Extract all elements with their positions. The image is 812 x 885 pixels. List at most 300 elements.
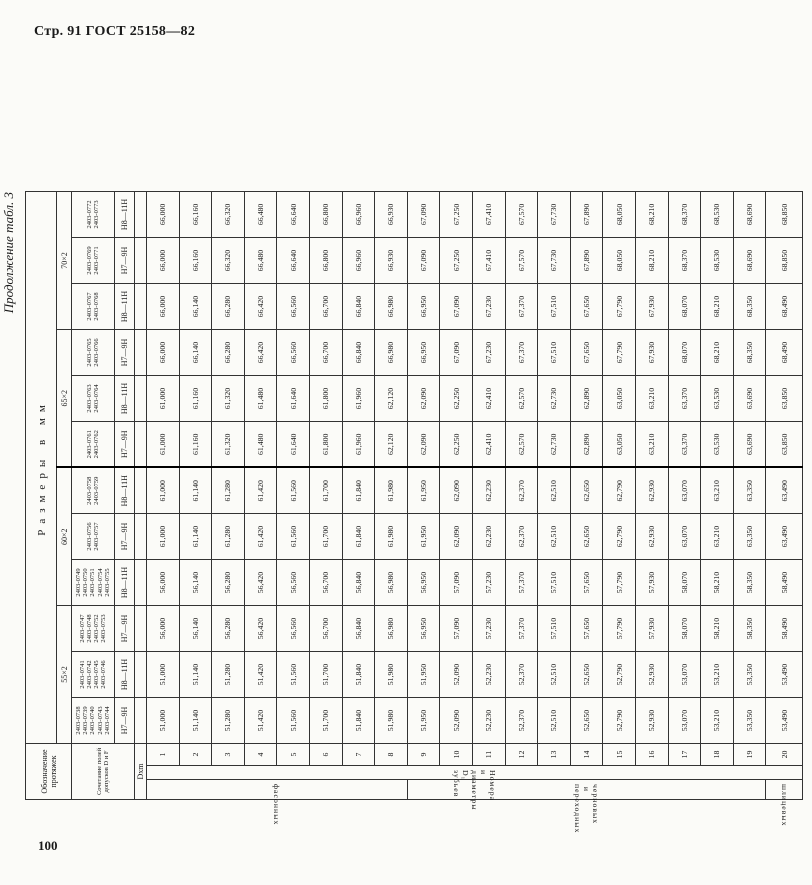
- diameter-value: 62,570: [505, 376, 538, 422]
- diameter-value: 67,650: [570, 330, 603, 376]
- diameter-value: 66,560: [277, 284, 310, 330]
- diameter-value: 51,140: [179, 652, 212, 698]
- diameter-value: 56,840: [342, 560, 375, 606]
- diameter-value: 66,640: [277, 238, 310, 284]
- diameter-value: 61,980: [375, 514, 408, 560]
- broach-designation: 2403-0769 2403-0771: [72, 238, 115, 284]
- diameter-value: 63,210: [701, 468, 734, 514]
- diameter-value: 52,230: [472, 652, 505, 698]
- row-group-spline: [766, 780, 803, 827]
- diameter-value: 52,650: [570, 652, 603, 698]
- diameter-value: 61,140: [179, 514, 212, 560]
- diameter-value: 68,530: [701, 191, 734, 237]
- diameter-value: 58,210: [701, 606, 734, 652]
- diameter-value: 66,160: [179, 238, 212, 284]
- diameter-value: 51,980: [375, 698, 408, 744]
- diameter-value: 51,560: [277, 652, 310, 698]
- size-group-header: 65×2: [57, 330, 72, 468]
- diameter-value: 63,370: [668, 422, 701, 468]
- diameter-value: 61,950: [407, 514, 440, 560]
- tooth-number: 20: [766, 744, 803, 766]
- size-group-header: 55×2: [57, 606, 72, 744]
- tooth-number: 12: [505, 744, 538, 766]
- table-title: Размеры в мм: [36, 399, 48, 536]
- diameter-value: 56,420: [244, 606, 277, 652]
- diameter-value: 52,510: [538, 698, 571, 744]
- diameter-value: 61,000: [147, 468, 180, 514]
- diameter-value: 52,090: [440, 652, 473, 698]
- diameter-value: 66,420: [244, 284, 277, 330]
- diameter-value: 67,570: [505, 238, 538, 284]
- diameter-value: 67,250: [440, 238, 473, 284]
- diameter-value: 68,050: [603, 191, 636, 237]
- diameter-value: 52,230: [472, 698, 505, 744]
- diameter-value: 66,140: [179, 284, 212, 330]
- diameter-value: 68,850: [766, 191, 803, 237]
- tooth-number: 1: [147, 744, 180, 766]
- dxm-blank: [135, 698, 147, 744]
- diameter-value: 51,000: [147, 698, 180, 744]
- diameter-value: 56,700: [309, 560, 342, 606]
- table-row: [407, 191, 440, 799]
- diameter-value: 56,840: [342, 606, 375, 652]
- table-row: [766, 191, 803, 799]
- tolerance-field: H7—9H: [115, 238, 135, 284]
- tooth-number: 6: [309, 744, 342, 766]
- tooth-number: 7: [342, 744, 375, 766]
- diameter-value: 51,560: [277, 698, 310, 744]
- diameter-value: 61,420: [244, 468, 277, 514]
- diameter-value: 66,000: [147, 238, 180, 284]
- table-row: [635, 191, 668, 799]
- tolerance-field: H7—9H: [115, 698, 135, 744]
- diameter-value: 56,000: [147, 560, 180, 606]
- diameter-value: 67,730: [538, 191, 571, 237]
- diameter-value: 62,890: [570, 422, 603, 468]
- table-row: [375, 191, 408, 799]
- diameter-value: 61,640: [277, 422, 310, 468]
- table-row: [701, 191, 734, 799]
- diameter-value: 66,960: [342, 238, 375, 284]
- tolerance-field: H8—11H: [115, 284, 135, 330]
- tooth-number: 15: [603, 744, 636, 766]
- diameter-value: 68,210: [701, 330, 734, 376]
- diameter-value: 56,980: [375, 560, 408, 606]
- diameter-value: 62,230: [472, 468, 505, 514]
- diameter-value: 51,420: [244, 652, 277, 698]
- diameter-value: 66,280: [212, 284, 245, 330]
- dxm-blank: [135, 191, 147, 237]
- diameter-value: 51,280: [212, 652, 245, 698]
- tolerance-field: H8—11H: [115, 560, 135, 606]
- diameter-value: 66,980: [375, 284, 408, 330]
- diameter-value: 63,070: [668, 468, 701, 514]
- diameter-value: 53,490: [766, 698, 803, 744]
- numbers-diameters-text: Номера и диаметры D₁ зубьев: [451, 770, 497, 811]
- table-row: [147, 191, 180, 799]
- diameter-value: 61,840: [342, 514, 375, 560]
- diameter-value: 57,650: [570, 606, 603, 652]
- diameter-value: 62,790: [603, 514, 636, 560]
- broach-designation: 2403-0741 2403-0742 2403-0745 2403-0746: [72, 652, 115, 698]
- page-number: 100: [38, 838, 58, 853]
- diameter-value: 67,890: [570, 191, 603, 237]
- diameter-value: 67,790: [603, 330, 636, 376]
- diameter-value: 61,320: [212, 376, 245, 422]
- tolerance-field: H8—11H: [115, 376, 135, 422]
- diameter-value: 68,690: [733, 191, 766, 237]
- diameter-value: 67,930: [635, 330, 668, 376]
- diameter-value: 51,140: [179, 698, 212, 744]
- diameter-value: 57,650: [570, 560, 603, 606]
- diameter-value: 63,070: [668, 514, 701, 560]
- diameter-value: 57,370: [505, 560, 538, 606]
- diameter-value: 58,490: [766, 606, 803, 652]
- diameter-value: 52,370: [505, 652, 538, 698]
- diameter-value: 61,960: [342, 422, 375, 468]
- diameter-value: 63,210: [635, 376, 668, 422]
- diameter-value: 67,410: [472, 238, 505, 284]
- diameter-value: 62,410: [472, 422, 505, 468]
- diameter-value: 68,210: [701, 284, 734, 330]
- diameter-value: 62,890: [570, 376, 603, 422]
- diameter-value: 63,210: [635, 422, 668, 468]
- broach-designation: 2403-0758 2403-0759: [72, 468, 115, 514]
- table-row: [472, 191, 505, 799]
- tooth-number: 5: [277, 744, 310, 766]
- diameter-value: 58,070: [668, 560, 701, 606]
- diameter-value: 66,700: [309, 330, 342, 376]
- diameter-value: 61,000: [147, 422, 180, 468]
- diameter-value: 66,840: [342, 330, 375, 376]
- diameter-value: 66,930: [375, 191, 408, 237]
- broach-designation: 2403-0749 2403-0750 2403-0751 2403-0754 2403-0755: [72, 560, 115, 606]
- diameter-value: 66,800: [309, 191, 342, 237]
- diameter-value: 61,000: [147, 514, 180, 560]
- diameter-value: 66,700: [309, 284, 342, 330]
- dxm-blank: [135, 468, 147, 514]
- diameter-value: 57,090: [440, 606, 473, 652]
- diameter-value: 58,350: [733, 606, 766, 652]
- diameter-value: 67,650: [570, 284, 603, 330]
- dxm-blank: [135, 376, 147, 422]
- diameter-value: 57,230: [472, 560, 505, 606]
- tooth-number: 3: [212, 744, 245, 766]
- diameter-value: 68,070: [668, 330, 701, 376]
- tooth-number: 14: [570, 744, 603, 766]
- diameter-value: 67,090: [407, 238, 440, 284]
- diameter-value: 63,050: [603, 376, 636, 422]
- diameter-value: 61,320: [212, 422, 245, 468]
- dimensions-table: [25, 191, 803, 834]
- broach-designation: 2403-0772 2403-0773: [72, 191, 115, 237]
- dxm-blank: [135, 330, 147, 376]
- diameter-value: 61,800: [309, 376, 342, 422]
- diameter-value: 68,210: [635, 191, 668, 237]
- tolerance-field: H7—9H: [115, 514, 135, 560]
- diameter-value: 66,560: [277, 330, 310, 376]
- page-header: Стр. 91 ГОСТ 25158—82: [34, 24, 196, 39]
- diameter-value: 61,480: [244, 422, 277, 468]
- diameter-value: 58,350: [733, 560, 766, 606]
- diameter-value: 66,420: [244, 330, 277, 376]
- diameter-value: 51,950: [407, 698, 440, 744]
- diameter-value: 57,230: [472, 606, 505, 652]
- diameter-value: 53,070: [668, 652, 701, 698]
- diameter-value: 68,370: [668, 238, 701, 284]
- table-row: [342, 191, 375, 799]
- diameter-value: 67,230: [472, 330, 505, 376]
- tooth-number: 9: [407, 744, 440, 766]
- tolerance-field: H7—9H: [115, 422, 135, 468]
- dxm-blank: [135, 284, 147, 330]
- diameter-value: 62,650: [570, 468, 603, 514]
- diameter-value: 61,280: [212, 514, 245, 560]
- diameter-value: 62,370: [505, 468, 538, 514]
- diameter-value: 67,570: [505, 191, 538, 237]
- diameter-value: 68,690: [733, 238, 766, 284]
- tolerance-field: H8—11H: [115, 191, 135, 237]
- diameter-value: 57,090: [440, 560, 473, 606]
- diameter-value: 62,090: [407, 376, 440, 422]
- diameter-value: 61,700: [309, 468, 342, 514]
- diameter-value: 52,930: [635, 652, 668, 698]
- diameter-value: 63,050: [603, 422, 636, 468]
- size-group-header: 70×2: [57, 191, 72, 329]
- diameter-value: 53,350: [733, 652, 766, 698]
- diameter-value: 68,490: [766, 330, 803, 376]
- diameter-value: 61,560: [277, 468, 310, 514]
- table-row: [538, 191, 571, 799]
- diameter-value: 62,090: [440, 468, 473, 514]
- diameter-value: 56,140: [179, 560, 212, 606]
- diameter-value: 57,790: [603, 560, 636, 606]
- diameter-value: 61,960: [342, 376, 375, 422]
- diameter-value: 66,960: [342, 191, 375, 237]
- diameter-value: 66,930: [375, 238, 408, 284]
- table-row: [244, 191, 277, 799]
- diameter-value: 68,530: [701, 238, 734, 284]
- diameter-value: 53,070: [668, 698, 701, 744]
- diameter-value: 53,350: [733, 698, 766, 744]
- diameter-value: 67,090: [407, 191, 440, 237]
- row-group-label: фасонных: [272, 784, 282, 826]
- diameter-value: 63,850: [766, 422, 803, 468]
- diameter-value: 62,930: [635, 468, 668, 514]
- diameter-value: 67,090: [440, 330, 473, 376]
- dxm-blank: [135, 238, 147, 284]
- diameter-value: 67,370: [505, 284, 538, 330]
- diameter-value: 58,210: [701, 560, 734, 606]
- tooth-number: 10: [440, 744, 473, 766]
- diameter-value: 68,210: [635, 238, 668, 284]
- diameter-value: 62,250: [440, 376, 473, 422]
- diameter-value: 56,560: [277, 606, 310, 652]
- size-group-header: 60×2: [57, 468, 72, 606]
- diameter-value: 53,490: [766, 652, 803, 698]
- table-row: [212, 191, 245, 799]
- diameter-value: 67,510: [538, 284, 571, 330]
- row-group-label: шлицевых: [779, 784, 789, 827]
- dxm-blank: [135, 606, 147, 652]
- diameter-value: 53,210: [701, 652, 734, 698]
- diameter-value: 63,530: [701, 422, 734, 468]
- diameter-value: 66,840: [342, 284, 375, 330]
- broach-designation: 2403-0763 2403-0764: [72, 376, 115, 422]
- diameter-value: 68,050: [603, 238, 636, 284]
- diameter-value: 56,000: [147, 606, 180, 652]
- diameter-value: 66,950: [407, 330, 440, 376]
- diameter-value: 51,700: [309, 652, 342, 698]
- diameter-value: 56,980: [375, 606, 408, 652]
- diameter-value: 63,210: [701, 514, 734, 560]
- diameter-value: 67,410: [472, 191, 505, 237]
- tooth-number: 17: [668, 744, 701, 766]
- diameter-value: 51,840: [342, 652, 375, 698]
- broach-designation: 2403-0761 2403-0762: [72, 422, 115, 468]
- diameter-value: 66,320: [212, 238, 245, 284]
- tooth-number: 16: [635, 744, 668, 766]
- diameter-value: 66,140: [179, 330, 212, 376]
- dxm-label: Dхm: [135, 744, 147, 800]
- diameter-value: 51,280: [212, 698, 245, 744]
- diameter-value: 57,370: [505, 606, 538, 652]
- diameter-value: 61,640: [277, 376, 310, 422]
- diameter-value: 63,690: [733, 422, 766, 468]
- diameter-value: 66,000: [147, 191, 180, 237]
- broach-designation: 2403-0738 2403-0739 2403-0740 2403-0743 2403-0744: [72, 698, 115, 744]
- diameter-value: 56,140: [179, 606, 212, 652]
- table-row: [733, 191, 766, 799]
- diameter-value: 68,350: [733, 284, 766, 330]
- diameter-value: 66,480: [244, 238, 277, 284]
- diameter-value: 66,000: [147, 330, 180, 376]
- table-row: [668, 191, 701, 799]
- diameter-value: 51,950: [407, 652, 440, 698]
- tooth-number: 19: [733, 744, 766, 766]
- diameter-value: 56,280: [212, 606, 245, 652]
- diameter-value: 67,250: [440, 191, 473, 237]
- diameter-value: 62,120: [375, 422, 408, 468]
- diameter-value: 51,840: [342, 698, 375, 744]
- diameter-value: 67,730: [538, 238, 571, 284]
- broach-designation: 2403-0765 2403-0766: [72, 330, 115, 376]
- diameter-value: 61,420: [244, 514, 277, 560]
- tooth-number: 8: [375, 744, 408, 766]
- diameter-value: 52,930: [635, 698, 668, 744]
- diameter-value: 51,420: [244, 698, 277, 744]
- diameter-value: 66,160: [179, 191, 212, 237]
- diameter-value: 56,280: [212, 560, 245, 606]
- diameter-value: 67,890: [570, 238, 603, 284]
- diameter-value: 66,980: [375, 330, 408, 376]
- diameter-value: 61,280: [212, 468, 245, 514]
- diameter-value: 57,510: [538, 606, 571, 652]
- diameter-value: 61,160: [179, 422, 212, 468]
- tolerance-field: H7—9H: [115, 330, 135, 376]
- diameter-value: 58,070: [668, 606, 701, 652]
- diameter-value: 57,930: [635, 606, 668, 652]
- diameter-value: 61,480: [244, 376, 277, 422]
- diameter-value: 63,490: [766, 468, 803, 514]
- diameter-value: 57,510: [538, 560, 571, 606]
- diameter-value: 66,800: [309, 238, 342, 284]
- diameter-value: 62,230: [472, 514, 505, 560]
- dxm-blank: [135, 422, 147, 468]
- diameter-value: 63,850: [766, 376, 803, 422]
- diameter-value: 51,700: [309, 698, 342, 744]
- table-title-cell: [26, 191, 57, 743]
- tooth-number: 4: [244, 744, 277, 766]
- tooth-number: 2: [179, 744, 212, 766]
- diameter-value: 67,510: [538, 330, 571, 376]
- diameter-value: 68,850: [766, 238, 803, 284]
- tolerance-field: H8—11H: [115, 652, 135, 698]
- diameter-value: 52,790: [603, 698, 636, 744]
- diameter-value: 61,140: [179, 468, 212, 514]
- table-row: [603, 191, 636, 799]
- diameter-value: 67,790: [603, 284, 636, 330]
- diameter-value: 62,120: [375, 376, 408, 422]
- diameter-value: 61,160: [179, 376, 212, 422]
- diameter-value: 52,790: [603, 652, 636, 698]
- diameter-value: 56,560: [277, 560, 310, 606]
- diameter-value: 62,730: [538, 376, 571, 422]
- diameter-value: 62,930: [635, 514, 668, 560]
- diameter-value: 63,690: [733, 376, 766, 422]
- diameter-value: 66,950: [407, 284, 440, 330]
- diameter-value: 62,510: [538, 514, 571, 560]
- table-row: [440, 191, 473, 799]
- row-group-label: черновых и переходных: [573, 784, 601, 834]
- diameter-value: 52,650: [570, 698, 603, 744]
- diameter-value: 52,090: [440, 698, 473, 744]
- diameter-value: 63,350: [733, 514, 766, 560]
- diameter-value: 62,570: [505, 422, 538, 468]
- diameter-value: 61,000: [147, 376, 180, 422]
- diameter-value: 66,320: [212, 191, 245, 237]
- designation-label: Обозначение протяжек: [26, 744, 72, 800]
- diameter-value: 67,090: [440, 284, 473, 330]
- diameter-value: 68,070: [668, 284, 701, 330]
- diameter-value: 57,790: [603, 606, 636, 652]
- broach-designation: 2403-0747 2403-0748 2403-0752 2403-0753: [72, 606, 115, 652]
- diameter-value: 67,930: [635, 284, 668, 330]
- table-row: [570, 191, 603, 799]
- diameter-value: 63,490: [766, 514, 803, 560]
- diameter-value: 56,700: [309, 606, 342, 652]
- dxm-blank: [135, 652, 147, 698]
- diameter-value: 61,560: [277, 514, 310, 560]
- diameter-value: 62,730: [538, 422, 571, 468]
- diameter-value: 63,350: [733, 468, 766, 514]
- field-label: Сочетание полей допусков D и F: [72, 744, 135, 800]
- tooth-number: 18: [701, 744, 734, 766]
- diameter-value: 68,370: [668, 191, 701, 237]
- rotated-page-content: [1, 192, 812, 834]
- row-group-shaped: [147, 780, 408, 826]
- diameter-value: 66,480: [244, 191, 277, 237]
- tooth-number: 11: [472, 744, 505, 766]
- broach-designation: 2403-0767 2403-0768: [72, 284, 115, 330]
- table-continuation-caption: Продолжение табл. 3: [1, 192, 16, 314]
- diameter-value: 68,350: [733, 330, 766, 376]
- diameter-value: 63,370: [668, 376, 701, 422]
- diameter-value: 62,250: [440, 422, 473, 468]
- table-row: [505, 191, 538, 799]
- dxm-blank: [135, 560, 147, 606]
- diameter-value: 67,230: [472, 284, 505, 330]
